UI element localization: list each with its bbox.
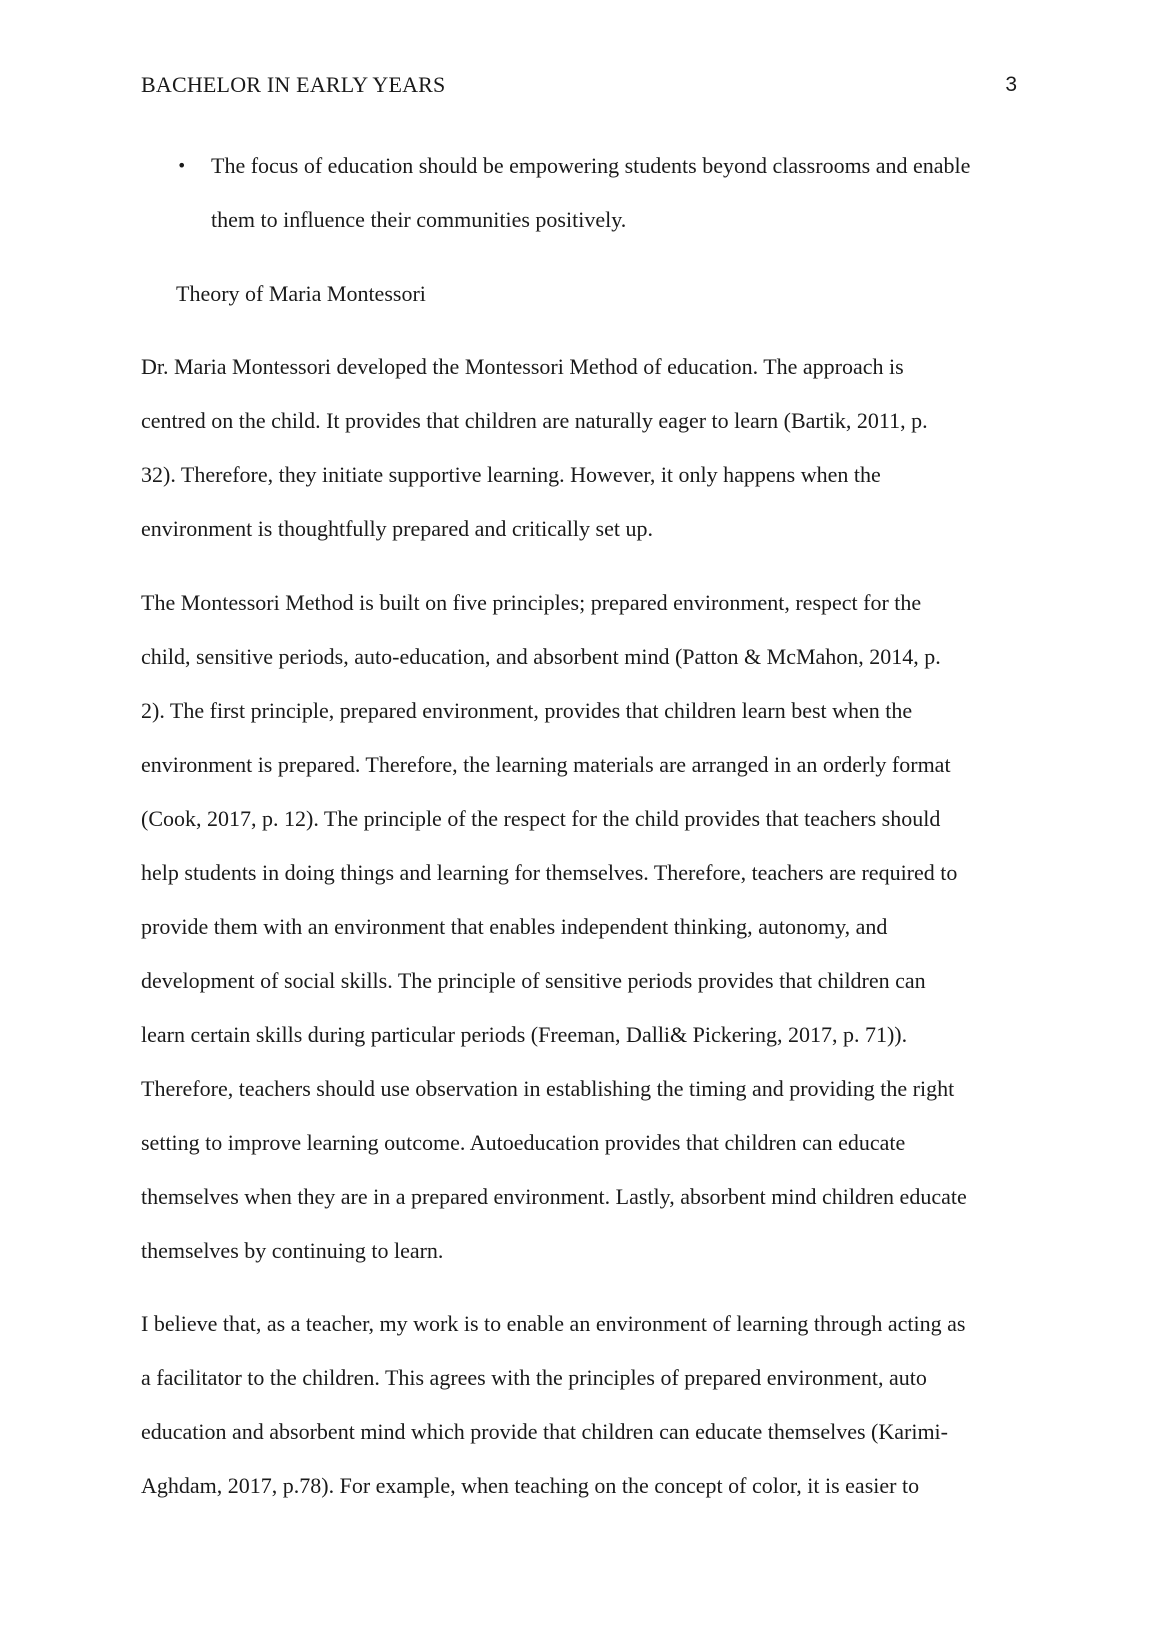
text-line: education and absorbent mind which provide that children can educate themselves (Karimi-: [141, 1419, 948, 1444]
text-line: setting to improve learning outcome. Autoeducation provides that children can educate: [141, 1130, 906, 1155]
text-line: environment is thoughtfully prepared and critically set up.: [141, 516, 653, 541]
text-line: development of social skills. The principle of sensitive periods provides that children can: [141, 968, 926, 993]
running-head: BACHELOR IN EARLY YEARS: [141, 72, 446, 97]
text-line: The Montessori Method is built on five principles; prepared environment, respect for the: [141, 590, 922, 615]
text-line: provide them with an environment that enables independent thinking, autonomy, and: [141, 914, 888, 939]
text-line: centred on the child. It provides that children are naturally eager to learn (Bartik, 2011, p.: [141, 408, 928, 433]
paragraph: [141, 1297, 1021, 1513]
paragraph: [141, 340, 1021, 556]
text-line: themselves when they are in a prepared environment. Lastly, absorbent mind children educate: [141, 1184, 967, 1209]
text-line: environment is prepared. Therefore, the learning materials are arranged in an orderly format: [141, 752, 951, 777]
text-line: Therefore, teachers should use observation in establishing the timing and providing the right: [141, 1076, 955, 1101]
text-line: The focus of education should be empowering students beyond classrooms and enable: [211, 153, 971, 178]
text-line: Aghdam, 2017, p.78). For example, when teaching on the concept of color, it is easier to: [141, 1473, 920, 1498]
page-header: [141, 68, 1017, 102]
text-line: child, sensitive periods, auto-education, and absorbent mind (Patton & McMahon, 2014, p.: [141, 644, 941, 669]
paragraph: [141, 576, 1021, 1278]
bullet-icon: •: [177, 156, 187, 175]
text-line: them to influence their communities positively.: [211, 207, 627, 232]
text-line: a facilitator to the children. This agrees with the principles of prepared environment, auto: [141, 1365, 927, 1390]
text-line: themselves by continuing to learn.: [141, 1238, 444, 1263]
text-line: 2). The first principle, prepared environment, provides that children learn best when the: [141, 698, 913, 723]
text-line: learn certain skills during particular periods (Freeman, Dalli& Pickering, 2017, p. 71)).: [141, 1022, 908, 1047]
text-line: help students in doing things and learning for themselves. Therefore, teachers are required to: [141, 860, 958, 885]
bullet-list-item: [141, 139, 1021, 247]
text-line: I believe that, as a teacher, my work is to enable an environment of learning through acting as: [141, 1311, 966, 1336]
section-heading: Theory of Maria Montessori: [176, 281, 426, 306]
text-line: (Cook, 2017, p. 12). The principle of the respect for the child provides that teachers should: [141, 806, 941, 831]
text-line: 32). Therefore, they initiate supportive learning. However, it only happens when the: [141, 462, 881, 487]
page-number: 3: [1005, 73, 1017, 96]
bullet-text: [211, 139, 1021, 247]
text-line: Dr. Maria Montessori developed the Montessori Method of education. The approach is: [141, 354, 904, 379]
